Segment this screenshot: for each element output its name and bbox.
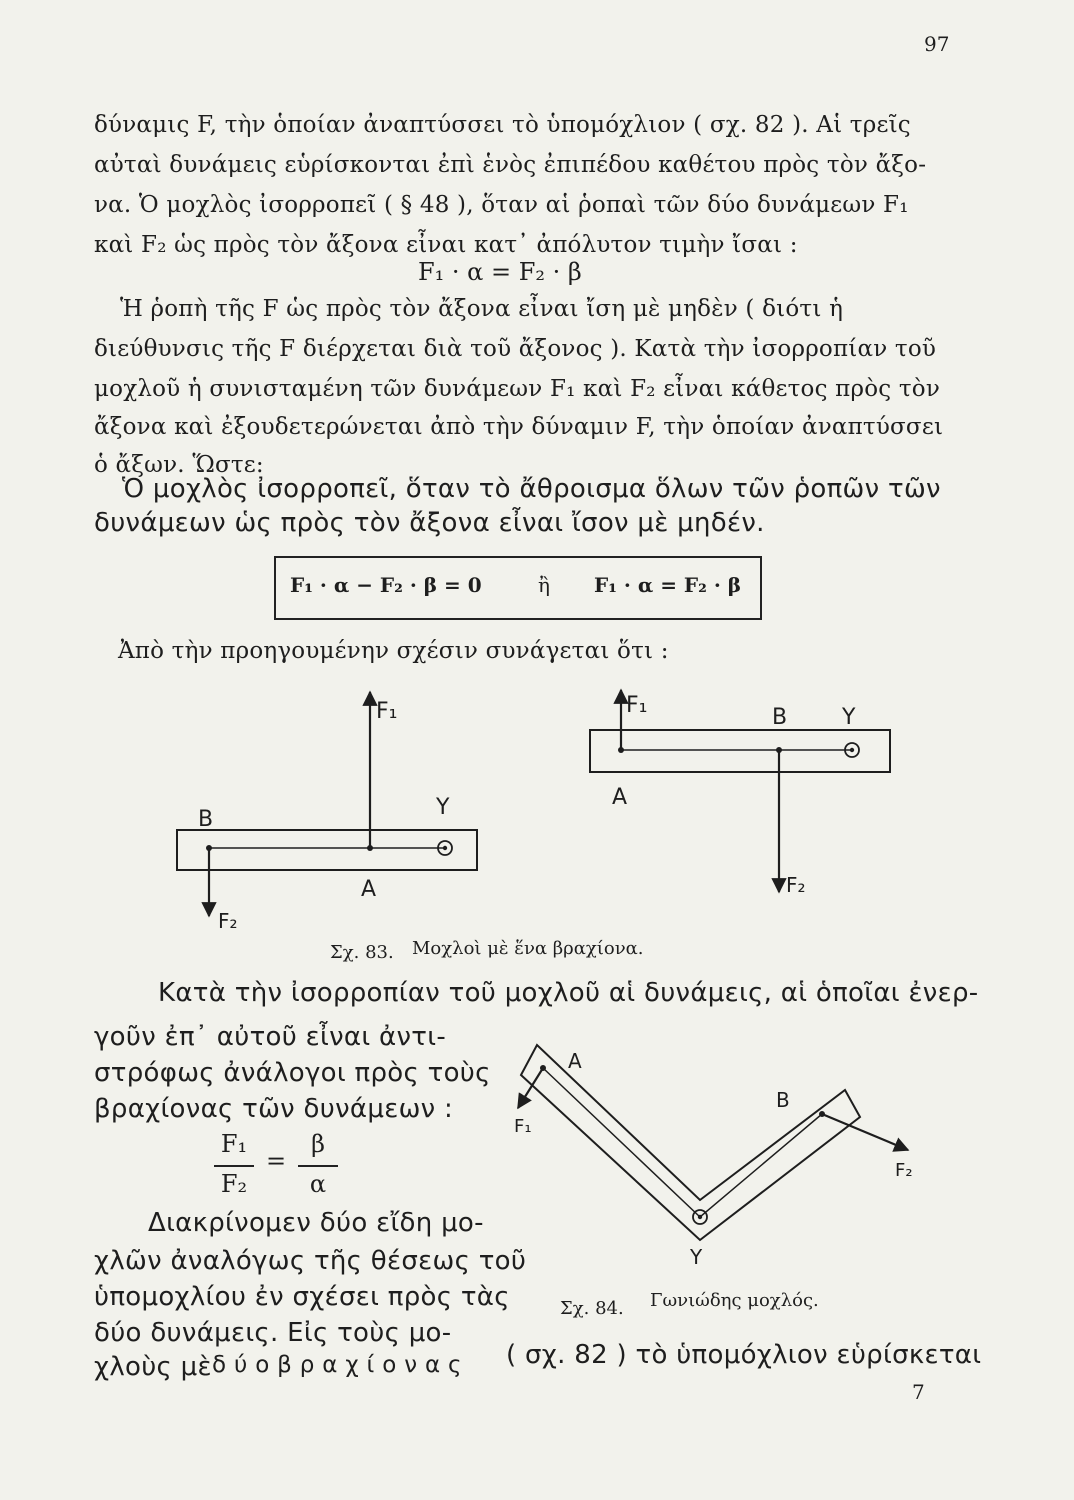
figure-84-caption-text: Γωνιώδης μοχλός. [650,1290,819,1311]
force-f2-arrow [822,1114,908,1150]
text-line: αὐταὶ δυνάμεις εὑρίσκονται ἐπὶ ἑνὸς ἐπιπέδου καθέτου πρὸς τὸν ἄξο- [94,152,927,178]
equation-moments: F₁ · α = F₂ · β [418,258,582,286]
text-line: δύο δυνάμεις. Εἰς τοὺς μο- [94,1318,452,1348]
rule-line: δυνάμεων ὡς πρὸς τὸν ἄξονα εἶναι ἴσον μὲ μηδέν. [94,508,765,538]
text-line: δύναμις F, τὴν ὁποίαν ἀναπτύσσει τὸ ὑπομόχλιον ( σχ. 82 ). Αἱ τρεῖς [94,112,911,138]
lever-right [590,690,890,897]
label-y: Y [690,1245,703,1269]
ratio-equation [214,1130,344,1200]
pivot-dot [443,846,447,850]
fraction-num-right: β [311,1130,325,1158]
text-line: Ἡ ῥοπὴ τῆς F ὡς πρὸς τὸν ἄξονα εἶναι ἴση μὲ μηδὲν ( διότι ἡ [120,296,844,322]
text-line-spaced: δ ύ ο β ρ α χ ί ο ν α ς [212,1352,462,1378]
label-a: A [568,1049,582,1073]
text-line: Κατὰ τὴν ἰσορροπίαν τοῦ μοχλοῦ αἱ δυνάμεις, αἱ ὁποῖαι ἐνερ- [158,978,979,1008]
figure-83-caption-label: Σχ. 83. [330,942,394,963]
pivot-dot [850,748,854,752]
intro-line: Ἀπὸ τὴν προηγουμένην σχέσιν συνάγεται ὅτι : [118,638,669,664]
figure-84-angular-lever [514,1045,913,1269]
figure-84-caption-label: Σχ. 84. [560,1298,624,1319]
label-y: Y [436,795,450,820]
label-f1: F₁ [376,699,398,724]
text-line: ἄξονα καὶ ἐξουδετερώνεται ἀπὸ τὴν δύναμιν F, τὴν ὁποίαν ἀναπτύσσει [94,414,944,440]
label-f2: F₂ [786,873,806,897]
text-line: γοῦν ἐπ᾽ αὐτοῦ εἶναι ἀντι- [94,1022,447,1052]
label-b: B [772,705,788,730]
lever-left [177,692,477,933]
lever-bent-bar [521,1045,860,1240]
fraction-bar [214,1165,254,1167]
formula-or: ἢ [538,573,550,597]
page-number: 97 [924,32,950,56]
text-line-start: χλοὺς μὲ [94,1352,212,1382]
text-line: να. Ὁ μοχλὸς ἰσορροπεῖ ( § 48 ), ὅταν αἱ ῥοπαὶ τῶν δύο δυνάμεων F₁ [94,192,909,218]
label-a: A [612,785,628,810]
text-line: καὶ F₂ ὡς πρὸς τὸν ἄξονα εἶναι κατ᾽ ἀπόλυτον τιμὴν ἴσαι : [94,232,798,258]
label-b: B [776,1088,790,1112]
lever-bar [177,830,477,870]
text-line: διεύθυνσις τῆς F διέρχεται διὰ τοῦ ἄξονος ). Κατὰ τὴν ἰσορροπίαν τοῦ [94,336,937,362]
label-b: B [198,807,214,832]
pivot-dot [698,1215,702,1219]
text-line: μοχλοῦ ἡ συνισταμένη τῶν δυνάμεων F₁ καὶ F₂ εἶναι κάθετος πρὸς τὸν [94,376,940,402]
fraction-bar [298,1165,338,1167]
fraction-den-left: F₂ [220,1170,248,1198]
figure-83-caption-text: Μοχλοὶ μὲ ἕνα βραχίονα. [412,938,644,959]
text-line: βραχίονας τῶν δυνάμεων : [94,1094,454,1124]
label-a: A [361,877,377,902]
formula-left: F₁ · α − F₂ · β = 0 [290,573,482,597]
fraction-equals: = [266,1147,287,1175]
label-f1: F₁ [514,1116,532,1137]
footer-number: 7 [912,1380,925,1404]
text-line: Διακρίνομεν δύο εἴδη μο- [148,1208,484,1238]
text-line: χλῶν ἀναλόγως τῆς θέσεως τοῦ [94,1246,527,1276]
rule-line: Ὁ μοχλὸς ἰσορροπεῖ, ὅταν τὸ ἄθροισμα ὅλων τῶν ῥοπῶν τῶν [122,474,941,504]
label-f1: F₁ [626,693,648,718]
label-f2: F₂ [895,1160,913,1181]
text-line: ὁ ἄξων. Ὥστε: [94,452,264,478]
label-y: Y [842,705,856,730]
text-line-end: ( σχ. 82 ) τὸ ὑπομόχλιον εὑρίσκεται [506,1340,982,1370]
fraction-den-right: α [309,1170,327,1198]
text-line: στρόφως ἀνάλογοι πρὸς τοὺς [94,1058,491,1088]
formula-right: F₁ · α = F₂ · β [594,573,742,597]
label-f2: F₂ [218,909,238,933]
fraction-num-left: F₁ [220,1130,248,1158]
text-line: ὑπομοχλίου ἐν σχέσει πρὸς τὰς [94,1282,510,1312]
